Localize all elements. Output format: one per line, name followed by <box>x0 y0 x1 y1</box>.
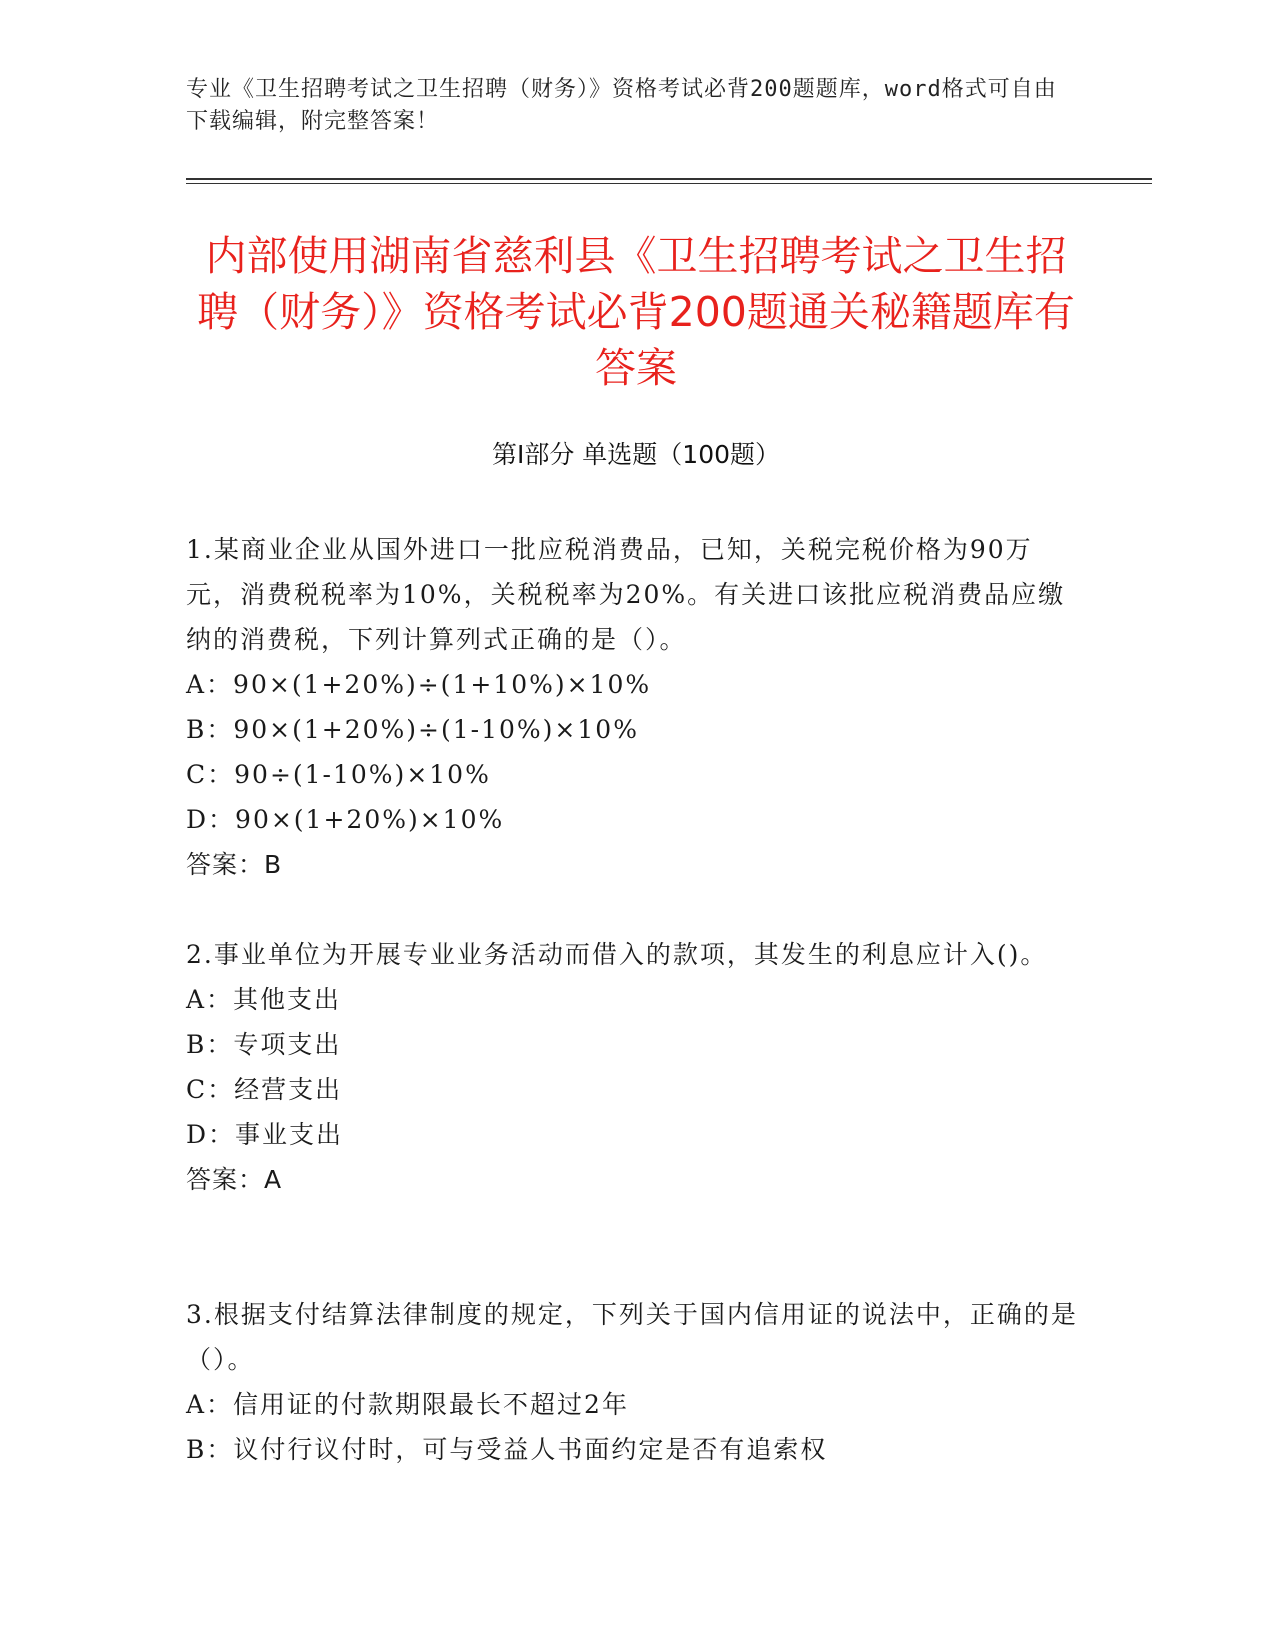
header-rule-thick <box>186 178 1152 180</box>
section-heading: 第I部分 单选题（100题） <box>491 440 781 469</box>
question-text: 1.某商业企业从国外进口一批应税消费品，已知，关税完税价格为90万元，消费税税率为10%，关税税率为20%。有关进口该批应税消费品应缴纳的消费税，下列计算列式正确的是（）。 <box>186 535 1066 654</box>
document-title: 内部使用湖南省慈利县《卫生招聘考试之卫生招聘（财务）》资格考试必背200题通关秘籍题库有答案 <box>197 232 1075 392</box>
option-b: B：专项支出 <box>186 1030 342 1059</box>
option-a: A：其他支出 <box>186 985 342 1014</box>
answer: 答案：A <box>186 1165 283 1194</box>
question-2 <box>186 932 1086 1202</box>
option-d: D：事业支出 <box>186 1120 344 1149</box>
option-c: C：90÷(1-10%)×10% <box>186 760 491 789</box>
option-d: D：90×(1+20%)×10% <box>186 805 505 834</box>
answer: 答案：B <box>186 850 283 879</box>
question-text: 2.事业单位为开展专业业务活动而借入的款项，其发生的利息应计入()。 <box>186 940 1048 969</box>
header-rule-thin <box>186 183 1152 184</box>
option-a: A：90×(1+20%)÷(1+10%)×10% <box>186 670 652 699</box>
question-1 <box>186 527 1086 887</box>
question-3 <box>186 1292 1086 1472</box>
question-text: 3.根据支付结算法律制度的规定，下列关于国内信用证的说法中，正确的是（）。 <box>186 1300 1078 1374</box>
option-c: C：经营支出 <box>186 1075 343 1104</box>
option-b: B：90×(1+20%)÷(1-10%)×10% <box>186 715 639 744</box>
option-a: A：信用证的付款期限最长不超过2年 <box>186 1390 629 1419</box>
header-note: 专业《卫生招聘考试之卫生招聘（财务）》资格考试必背200题题库，word格式可自由下载编辑，附完整答案！ <box>186 77 1057 134</box>
option-b: B：议付行议付时，可与受益人书面约定是否有追索权 <box>186 1435 828 1464</box>
